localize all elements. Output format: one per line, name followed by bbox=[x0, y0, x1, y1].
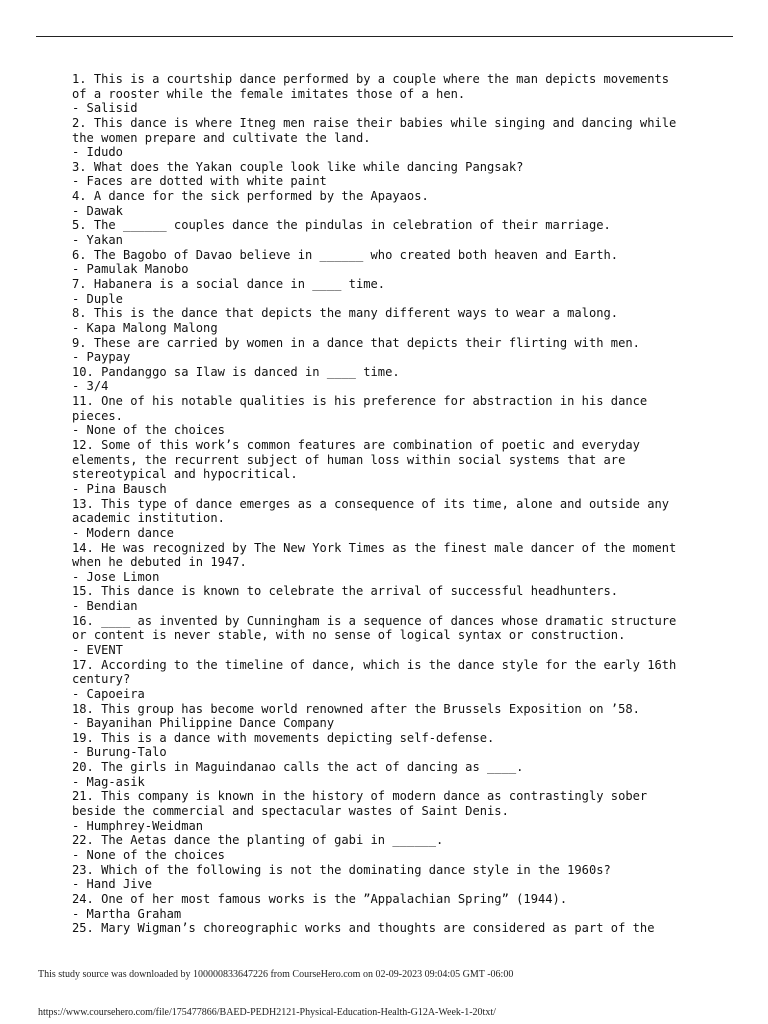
question-line: 23. Which of the following is not the dominating dance style in the 1960s? bbox=[72, 862, 611, 877]
download-source-note: This study source was downloaded by 100000833647226 from CourseHero.com on 02-09-2023 09:04:05 GMT -06:00 bbox=[38, 969, 514, 980]
source-url[interactable]: https://www.coursehero.com/file/175477866/BAED-PEDH2121-Physical-Education-Health-G12A-Week-1-20txt/ bbox=[38, 1007, 496, 1018]
question-line: 6. The Bagobo of Davao believe in ______ who created both heaven and Earth. bbox=[72, 247, 619, 262]
answer-line: - None of the choices bbox=[72, 423, 225, 438]
answer-line: - Bendian bbox=[72, 599, 138, 614]
question-line: 4. A dance for the sick performed by the Apayaos. bbox=[72, 189, 429, 204]
question-line: 17. According to the timeline of dance, which is the dance style for the early 16th bbox=[72, 657, 677, 672]
question-line: 21. This company is known in the history of modern dance as contrastingly sober bbox=[72, 789, 648, 804]
answer-line: - Dawak bbox=[72, 203, 123, 218]
question-line: 10. Pandanggo sa Ilaw is danced in ____ time. bbox=[72, 364, 400, 379]
question-line: 25. Mary Wigman’s choreographic works and thoughts are considered as part of the bbox=[72, 921, 655, 936]
question-line: when he debuted in 1947. bbox=[72, 555, 247, 570]
question-line: 11. One of his notable qualities is his preference for abstraction in his dance bbox=[72, 394, 648, 409]
question-line: elements, the recurrent subject of human loss within social systems that are bbox=[72, 452, 626, 467]
question-line: beside the commercial and spectacular wastes of Saint Denis. bbox=[72, 804, 509, 819]
question-line: academic institution. bbox=[72, 511, 225, 526]
answer-line: - Idudo bbox=[72, 145, 123, 160]
question-line: the women prepare and cultivate the land. bbox=[72, 130, 371, 145]
answer-line: - Pina Bausch bbox=[72, 481, 167, 496]
question-line: 7. Habanera is a social dance in ____ time. bbox=[72, 276, 386, 291]
answer-line: - 3/4 bbox=[72, 379, 109, 394]
question-line: or content is never stable, with no sense of logical syntax or construction. bbox=[72, 628, 626, 643]
answer-line: - Burung-Talo bbox=[72, 745, 167, 760]
question-line: 22. The Aetas dance the planting of gabi in ______. bbox=[72, 833, 444, 848]
answer-line: - Modern dance bbox=[72, 525, 174, 540]
question-line: 15. This dance is known to celebrate the arrival of successful headhunters. bbox=[72, 584, 619, 599]
document-body bbox=[72, 72, 712, 936]
answer-line: - None of the choices bbox=[72, 847, 225, 862]
question-line: 16. ____ as invented by Cunningham is a sequence of dances whose dramatic structure bbox=[72, 613, 677, 628]
answer-line: - Kapa Malong Malong bbox=[72, 320, 218, 335]
question-line: of a rooster while the female imitates those of a hen. bbox=[72, 86, 466, 101]
answer-line: - Hand Jive bbox=[72, 877, 153, 892]
question-line: 8. This is the dance that depicts the many different ways to wear a malong. bbox=[72, 306, 619, 321]
answer-line: - Humphrey-Weidman bbox=[72, 818, 204, 833]
question-line: 2. This dance is where Itneg men raise their babies while singing and dancing while bbox=[72, 115, 677, 130]
answer-line: - EVENT bbox=[72, 642, 123, 657]
answer-line: - Bayanihan Philippine Dance Company bbox=[72, 716, 335, 731]
question-line: pieces. bbox=[72, 408, 123, 423]
answer-line: - Salisid bbox=[72, 101, 138, 116]
question-line: 18. This group has become world renowned after the Brussels Exposition on ’58. bbox=[72, 701, 640, 716]
answer-line: - Yakan bbox=[72, 233, 123, 248]
answer-line: - Duple bbox=[72, 291, 123, 306]
answer-line: - Mag-asik bbox=[72, 774, 145, 789]
question-line: 19. This is a dance with movements depicting self-defense. bbox=[72, 730, 495, 745]
answer-line: - Faces are dotted with white paint bbox=[72, 174, 327, 189]
answer-line: - Capoeira bbox=[72, 686, 145, 701]
question-line: 3. What does the Yakan couple look like while dancing Pangsak? bbox=[72, 159, 524, 174]
answer-line: - Pamulak Manobo bbox=[72, 262, 189, 277]
question-line: 9. These are carried by women in a dance that depicts their flirting with men. bbox=[72, 335, 640, 350]
question-line: 14. He was recognized by The New York Times as the finest male dancer of the moment bbox=[72, 540, 677, 555]
answer-line: - Martha Graham bbox=[72, 906, 182, 921]
top-divider bbox=[36, 36, 733, 37]
question-line: 5. The ______ couples dance the pindulas in celebration of their marriage. bbox=[72, 218, 611, 233]
question-line: 13. This type of dance emerges as a consequence of its time, alone and outside any bbox=[72, 496, 670, 511]
question-line: 24. One of her most famous works is the ”Appalachian Spring” (1944). bbox=[72, 891, 568, 906]
answer-line: - Jose Limon bbox=[72, 569, 160, 584]
question-line: century? bbox=[72, 672, 131, 687]
question-line: stereotypical and hypocritical. bbox=[72, 467, 298, 482]
question-line: 12. Some of this work’s common features are combination of poetic and everyday bbox=[72, 438, 640, 453]
question-line: 1. This is a courtship dance performed by a couple where the man depicts movements bbox=[72, 72, 670, 86]
answer-line: - Paypay bbox=[72, 350, 131, 365]
question-line: 20. The girls in Maguindanao calls the act of dancing as ____. bbox=[72, 760, 524, 775]
